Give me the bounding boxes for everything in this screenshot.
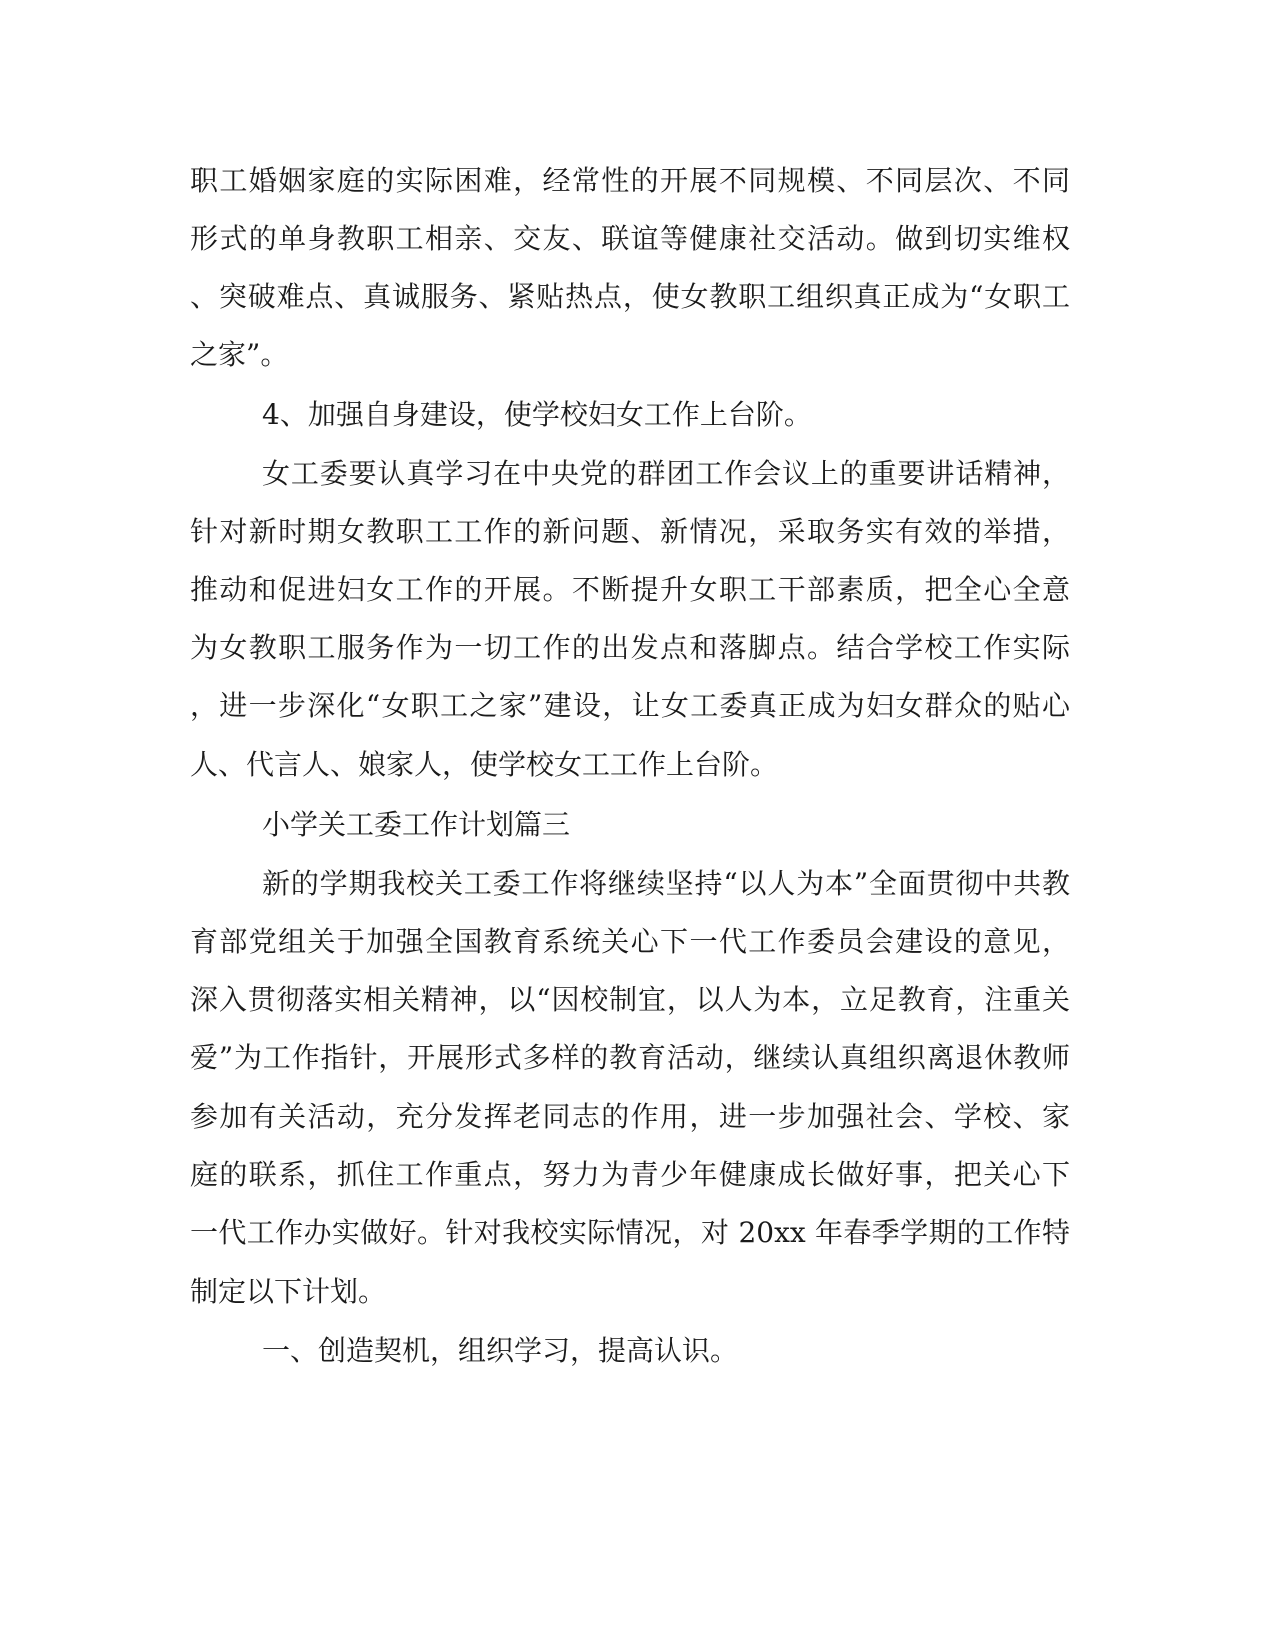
text-line: 爱”为工作指针，开展形式多样的教育活动，继续认真组织离退休教师 bbox=[190, 1041, 1070, 1074]
text-line: 新的学期我校关工委工作将继续坚持“以人为本”全面贯彻中共教 bbox=[262, 867, 1070, 900]
text-line: 育部党组关于加强全国教育系统关心下一代工作委员会建设的意见， bbox=[190, 925, 1070, 958]
section-heading: 4、加强自身建设，使学校妇女工作上台阶。 bbox=[262, 398, 812, 431]
article-title: 小学关工委工作计划篇三 bbox=[262, 808, 571, 841]
text-line: 推动和促进妇女工作的开展。不断提升女职工干部素质，把全心全意 bbox=[190, 573, 1070, 606]
text-line: 之家”。 bbox=[190, 338, 289, 371]
text-line: 一代工作办实做好。针对我校实际情况，对 20xx 年春季学期的工作特 bbox=[190, 1216, 1070, 1249]
text-line: ，进一步深化“女职工之家”建设，让女工委真正成为妇女群众的贴心 bbox=[190, 689, 1070, 722]
text-line: 深入贯彻落实相关精神，以“因校制宜，以人为本，立足教育，注重关 bbox=[190, 983, 1070, 1016]
text-line: 女工委要认真学习在中央党的群团工作会议上的重要讲话精神， bbox=[262, 457, 1070, 490]
text-line: 参加有关活动，充分发挥老同志的作用，进一步加强社会、学校、家 bbox=[190, 1100, 1070, 1133]
text-line: 制定以下计划。 bbox=[190, 1275, 387, 1308]
text-line: 人、代言人、娘家人，使学校女工工作上台阶。 bbox=[190, 748, 779, 781]
text-line: 庭的联系，抓住工作重点，努力为青少年健康成长做好事，把关心下 bbox=[190, 1158, 1070, 1191]
text-line: 形式的单身教职工相亲、交友、联谊等健康社交活动。做到切实维权 bbox=[190, 222, 1070, 255]
text-line: 、突破难点、真诚服务、紧贴热点，使女教职工组织真正成为“女职工 bbox=[190, 280, 1070, 313]
text-line: 针对新时期女教职工工作的新问题、新情况，采取务实有效的举措， bbox=[190, 515, 1070, 548]
section-heading: 一、创造契机，组织学习，提高认识。 bbox=[262, 1334, 739, 1367]
text-line: 为女教职工服务作为一切工作的出发点和落脚点。结合学校工作实际 bbox=[190, 631, 1070, 664]
text-line: 职工婚姻家庭的实际困难，经常性的开展不同规模、不同层次、不同 bbox=[190, 164, 1070, 197]
